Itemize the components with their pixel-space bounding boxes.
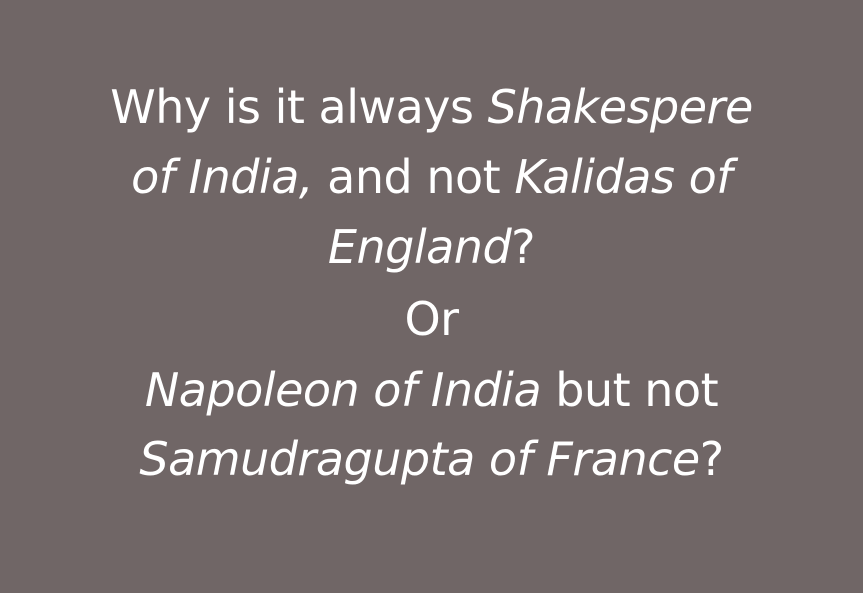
quote-line-5-plain: but not xyxy=(541,363,719,417)
quote-line-4 xyxy=(0,290,863,348)
quote-line-6-italic: Samudragupta of France xyxy=(139,432,700,486)
quote-line-3 xyxy=(0,218,863,276)
quote-line-1-plain: Why is it always xyxy=(110,80,488,134)
quote-line-5 xyxy=(0,361,863,419)
quote-line-1 xyxy=(0,78,863,136)
quote-line-2-italic-b: Kalidas of xyxy=(514,150,732,204)
quote-line-3-italic: England xyxy=(327,220,512,274)
quote-line-5-italic: Napoleon of India xyxy=(144,363,542,417)
quote-line-2-plain: and not xyxy=(313,150,515,204)
quote-line-2 xyxy=(0,148,863,206)
quote-line-6 xyxy=(0,430,863,488)
quote-line-3-plain: ? xyxy=(511,220,536,274)
quote-line-4-plain: Or xyxy=(404,292,459,346)
quote-line-6-plain: ? xyxy=(699,432,724,486)
quote-line-2-italic-a: of India, xyxy=(131,150,314,204)
quote-line-1-italic: Shakespere xyxy=(487,80,753,134)
